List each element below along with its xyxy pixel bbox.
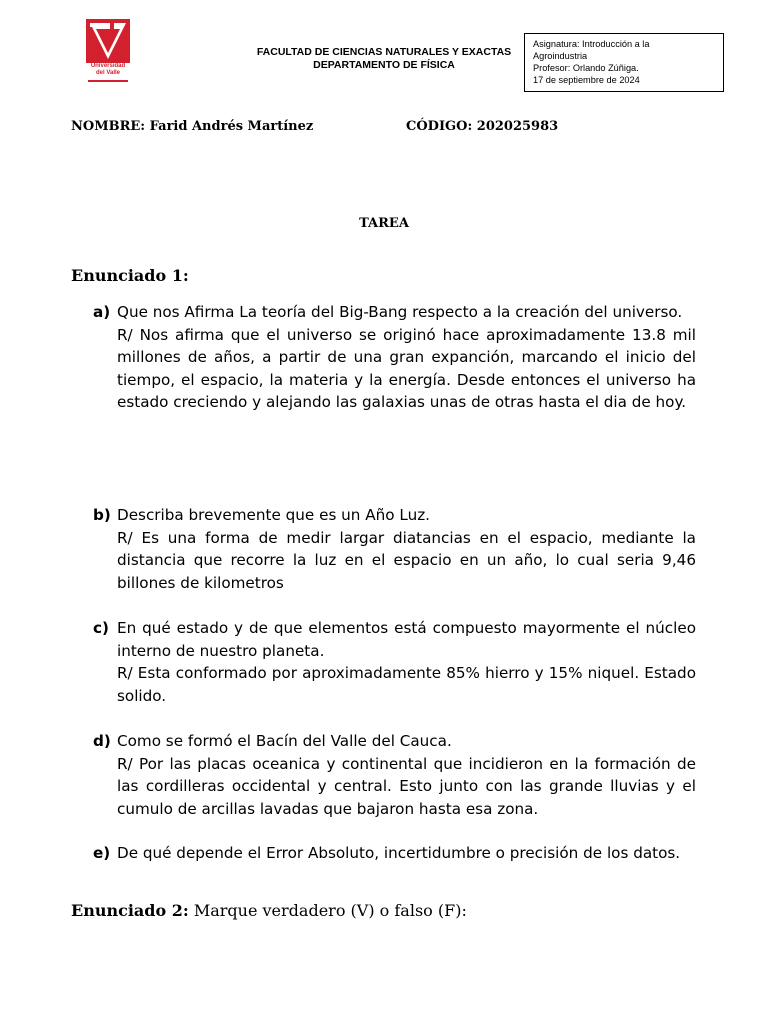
- document-title: TAREA: [359, 216, 409, 231]
- course-professor: Profesor: Orlando Zúñiga.: [533, 63, 639, 73]
- question-c: [93, 617, 696, 707]
- logo-text-line1: Universidad: [90, 63, 126, 69]
- course-subject-line2: Agroindustria: [533, 51, 588, 61]
- university-shield-icon: [86, 19, 130, 63]
- question-d: [93, 730, 696, 820]
- logo-text: [86, 63, 130, 76]
- section-2-instruction: Marque verdadero (V) o falso (F):: [193, 901, 467, 920]
- university-logo: [86, 19, 130, 83]
- answer-text: R/ Es una forma de medir largar diatancias en el espacio, mediante la distancia que recorre la luz en el espacio en un año, lo cual seria 9,46 billones de kilometros: [117, 528, 696, 592]
- student-name: NOMBRE: Farid Andrés Martínez: [71, 119, 314, 134]
- logo-text-line2: del Valle: [95, 69, 120, 76]
- section-1-heading: Enunciado 1:: [71, 266, 189, 285]
- section-2-heading: Enunciado 2:: [71, 901, 189, 920]
- question-letter: a): [93, 303, 111, 321]
- question-b: [93, 504, 696, 594]
- course-subject-line1: Asignatura: Introducción a la: [533, 39, 650, 49]
- student-code: CÓDIGO: 202025983: [406, 119, 559, 134]
- faculty-name: FACULTAD DE CIENCIAS NATURALES Y EXACTAS: [256, 46, 512, 58]
- question-e: [93, 842, 696, 865]
- answer-text: R/ Por las placas oceanica y continental que incidieron en la formación de las cordilleras occidental y central. Esto junto con las grande lluvias y el cumulo de arcillas lavadas que bajaron hasta esa zona.: [117, 754, 696, 818]
- question-letter: c): [93, 619, 109, 637]
- question-text: De qué depende el Error Absoluto, incertidumbre o precisión de los datos.: [117, 844, 681, 862]
- question-text: Que nos Afirma La teoría del Big-Bang respecto a la creación del universo.: [117, 303, 683, 321]
- section-2-title: [71, 901, 467, 921]
- answer-text: R/ Nos afirma que el universo se originó hace aproximadamente 13.8 mil millones de años, a partir de una gran expanción, marcando el inicio del tiempo, el espacio, la materia y la energía. Desde entonces el universo ha estado creciendo y alejando las galaxias unas de otras hasta el dia de hoy.: [117, 325, 696, 411]
- question-letter: b): [93, 506, 111, 524]
- question-letter: d): [93, 732, 111, 750]
- answer-text: R/ Esta conformado por aproximadamente 85% hierro y 15% niquel. Estado solido.: [117, 664, 696, 705]
- department-name: DEPARTAMENTO DE FÍSICA: [313, 59, 455, 71]
- question-a: [93, 301, 696, 414]
- logo-underline: [88, 80, 128, 82]
- question-text: Como se formó el Bacín del Valle del Cauca.: [117, 732, 452, 750]
- course-date: 17 de septiembre de 2024: [533, 75, 640, 85]
- faculty-header: [236, 46, 532, 72]
- course-info-box: [524, 33, 724, 92]
- question-text: En qué estado y de que elementos está compuesto mayormente el núcleo interno de nuestro planeta.: [117, 619, 696, 660]
- section-1-title: [71, 266, 189, 286]
- question-letter: e): [93, 844, 111, 862]
- question-text: Describa brevemente que es un Año Luz.: [117, 506, 431, 524]
